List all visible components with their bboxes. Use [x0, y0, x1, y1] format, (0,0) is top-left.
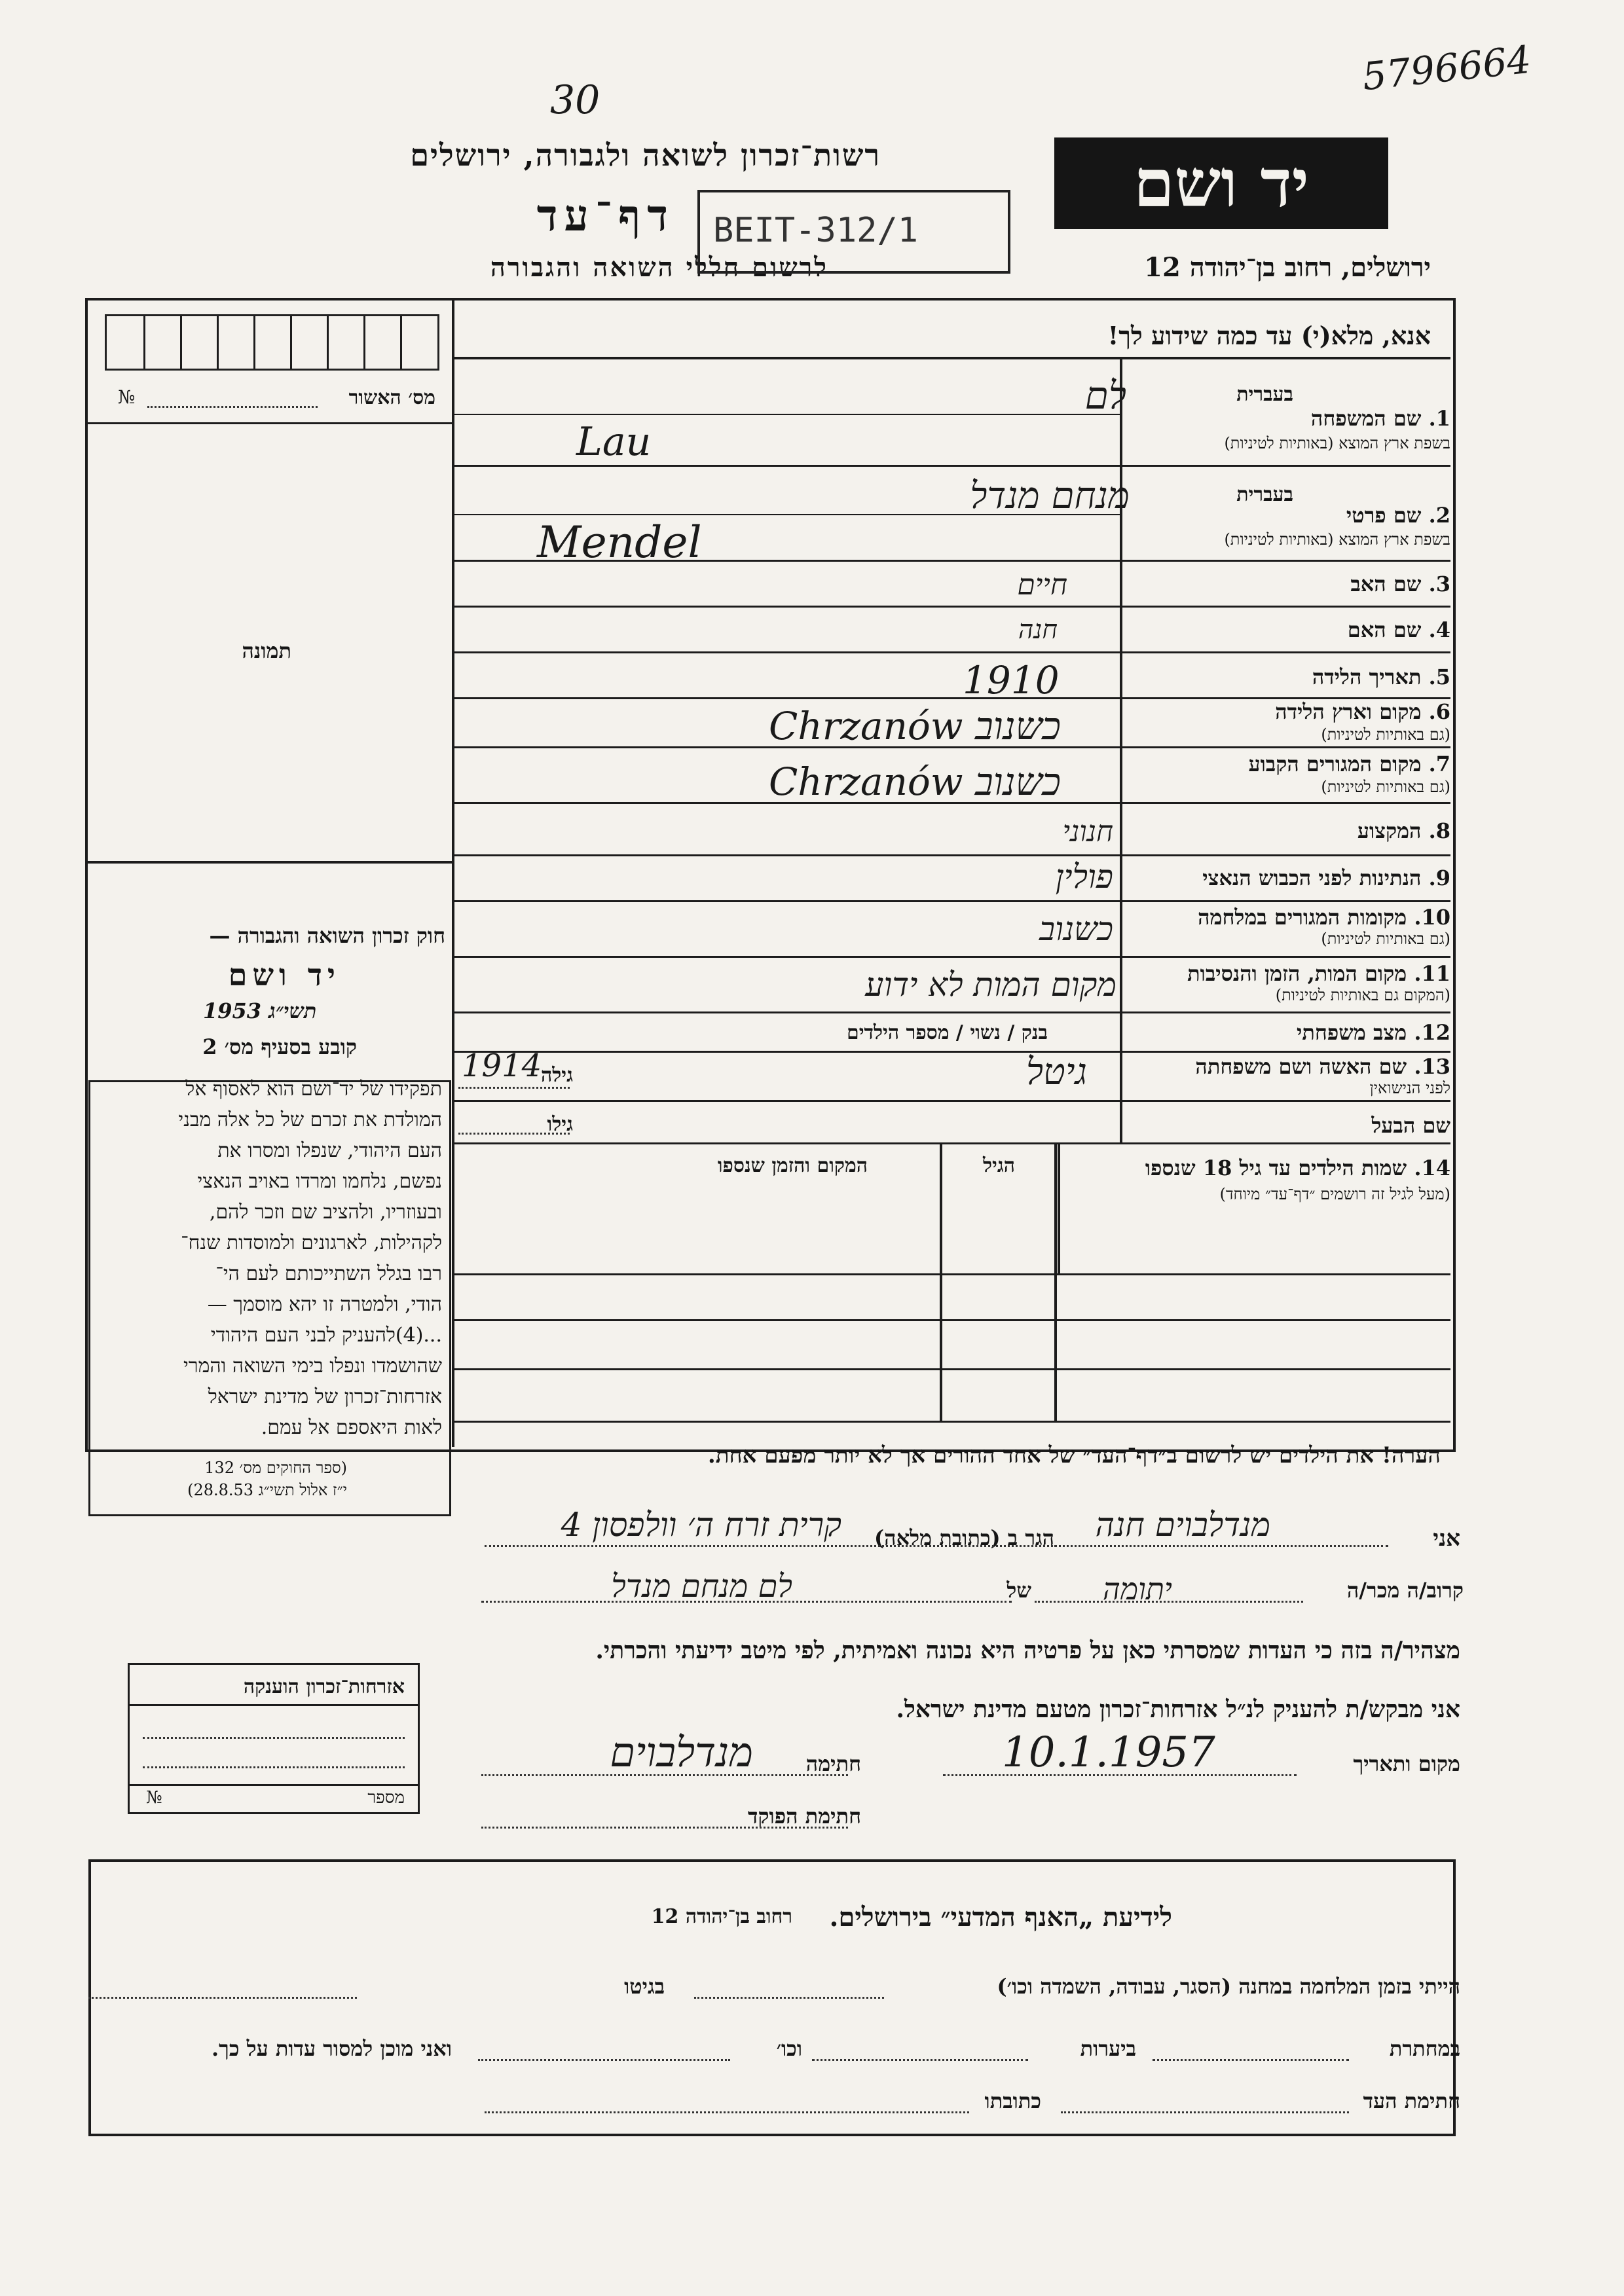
wife-age-value[interactable]: 1914 [462, 1048, 542, 1084]
first-name-hebrew-tag: בעברית [1236, 483, 1293, 506]
law-reference-2: י״ז אלול תשי״ג 28.8.53) [187, 1481, 347, 1499]
father-name-label: 3. שם האב [1350, 572, 1450, 596]
yad-vashem-logo: יד ושם [1054, 137, 1388, 229]
officer-signature-field[interactable] [481, 1827, 848, 1829]
mother-name-value[interactable]: חנה [1018, 615, 1058, 645]
declarant-name-value[interactable]: מנדלבוים חנה [1095, 1506, 1270, 1544]
wife-name-label: 13. שם האשה ושם משפחתה [1195, 1054, 1450, 1079]
law-text: תפקידו של יד־ושם הוא לאסוף אל המולדת את זכרם של כל אלה מבני העם היהודי, שנפלו ומסרו את נפשם, נלחמו ומרדו באויב הנאצי ובעוזריו, ולהציב שם וזכר להם, לקהילות, לארגונים ולמוסדות שנח־ רבו בגלל השתייכותם לעם הי־ הודי, ולמטרה זו יהא מוסמך — ...(4)להעניק לבני העם היהודי שהושמדו ונפלו בימי השואה והמרי אזרחות־זכרון של מדינת ישראל לאות היאספם אל עמם. [178, 1078, 442, 1439]
page-number-handwritten: 30 [550, 77, 600, 123]
family-name-latin-value[interactable]: Lau [576, 419, 652, 465]
law-box [88, 1080, 451, 1516]
ghetto-label: בגיטו [624, 1974, 665, 1999]
birth-place-label: 6. מקום וארץ הלידה [1275, 699, 1450, 724]
witness-signature-label: חתימת העד [1363, 2088, 1460, 2113]
underground-label: במחתרת [1389, 2036, 1460, 2061]
residence-value[interactable]: כשנוב Chrzanów [768, 759, 1061, 804]
wife-name-value[interactable]: גיטל [1025, 1051, 1087, 1093]
bottom-address: רחוב בן־יהודה 12 [651, 1905, 792, 1928]
archive-number: 5796664 [1360, 37, 1534, 100]
etc-field[interactable] [478, 2059, 730, 2061]
receipt-stamp: BEIT-312/1 [697, 190, 1010, 274]
relation-label: קרוב/ה מכר/ה [1346, 1578, 1464, 1603]
family-name-label: 1. שם המשפחה [1310, 406, 1450, 431]
law-title: חוק זכרון השואה והגבורה — [209, 923, 445, 948]
family-name-note: בשפת ארץ המוצא (באותיות לטיניות) [1224, 434, 1450, 452]
death-place-note: (המקום גם באותיות לטיניות) [1275, 986, 1450, 1004]
nationality-label: 9. הנתינות לפני הכבוש הנאצי [1202, 866, 1450, 890]
witness-address-field[interactable] [485, 2111, 969, 2113]
declarant-label: אני [1433, 1525, 1460, 1552]
document-subtitle: לרשום חללי השואה והגבורה [490, 252, 828, 283]
husband-age-field[interactable] [458, 1133, 570, 1135]
underground-field[interactable] [1153, 2059, 1349, 2061]
approval-number-field[interactable] [147, 406, 318, 408]
first-name-label: 2. שם פרטי [1346, 503, 1450, 528]
children-note: (מעל לגיל זה רושמים ״דף־עד״ מיוחד) [1219, 1185, 1450, 1203]
forests-field[interactable] [812, 2059, 1028, 2061]
wartime-residence-value[interactable]: כשנוב [1039, 910, 1113, 948]
document-title: דף־עד [536, 190, 674, 241]
of-value[interactable]: לם מנחם מנדל [611, 1568, 792, 1605]
wartime-residence-label: 10. מקומות המגורים במלחמה [1198, 905, 1450, 930]
instruction-text: אנא, מלא(י) עד כמה שידוע לך! [1107, 321, 1431, 350]
marital-status-options[interactable]: בנק / נשוי / מספר הילדים [846, 1021, 1048, 1044]
witness-address-label: כתובתו [984, 2088, 1041, 2113]
camp-field[interactable] [694, 1997, 884, 1999]
law-logo: יד ושם [228, 957, 341, 993]
children-title: 14. שמות הילדים עד גיל 18 שנספו [1145, 1156, 1450, 1180]
wartime-residence-note: (גם באותיות לטיניות) [1321, 930, 1450, 948]
children-place-col: המקום והזמן שנספו [717, 1154, 868, 1177]
ghetto-field[interactable] [88, 1997, 357, 1999]
resident-address-value[interactable]: קרית זרח ה׳ וולפסון 4 [561, 1506, 841, 1544]
witness-signature-field[interactable] [1061, 2111, 1349, 2113]
father-name-value[interactable]: חיים [1017, 568, 1067, 602]
remark-text: הערה! את הילדים יש לרשום ב״דף־העד״ של אחד ההורים אך לא יותר מפעם אחת. [707, 1442, 1441, 1468]
profession-label: 8. המקצוע [1357, 818, 1450, 843]
first-name-hebrew-value[interactable]: מנחם מנדל [970, 475, 1130, 517]
first-name-latin-value[interactable]: Mendel [537, 517, 702, 568]
law-reference-1: (ספר החוקים מס׳ 132 [204, 1459, 347, 1477]
resident-label: הגר ב (כתובת מלאה) [874, 1525, 1054, 1550]
wife-name-note: לפני הנישואין [1369, 1079, 1450, 1097]
photo-label: תמונה [242, 638, 291, 663]
approval-no-mark: № [118, 386, 136, 408]
wife-age-label: גילה [540, 1064, 573, 1087]
bottom-title: לידיעת „האנף המדעי״ בירושלים. [829, 1902, 1172, 1933]
family-name-hebrew-tag: בעברית [1236, 383, 1293, 406]
declaration-statement: מצהיר/ה בזה כי העדות שמסרתי כאן על פרטיה היא נכונה ואמיתית, לפי מיטב ידיעתי והכרתי. [595, 1637, 1460, 1664]
birth-date-value[interactable]: 1910 [963, 658, 1060, 702]
nationality-value[interactable]: פולין [1055, 858, 1113, 896]
forests-label: ביערות [1080, 2036, 1136, 2061]
law-clause: קובע בסעיף מס׳ 2 [202, 1034, 357, 1059]
death-place-label: 11. מקום המות, הזמן והנסיבות [1187, 961, 1450, 986]
of-label: של [1006, 1578, 1031, 1603]
etc-label: וכו׳ [776, 2036, 802, 2061]
birth-place-note: (גם באותיות לטיניות) [1321, 725, 1450, 744]
officer-signature-label: חתימת הפוקד [748, 1804, 861, 1829]
first-name-note: בשפת ארץ המוצא (באותיות לטיניות) [1224, 530, 1450, 549]
organization-name: רשות־זכרון לשואה ולגבורה, ירושלים [410, 137, 881, 173]
birth-date-label: 5. תאריך הלידה [1312, 665, 1450, 689]
place-date-label: מקום ותאריך [1353, 1751, 1460, 1776]
relation-value[interactable]: יתומה [1102, 1571, 1172, 1607]
camp-line-label: הייתי בזמן המלחמה במחנה (הסגר, עבודה, השמדה וכו׳) [997, 1974, 1460, 1999]
ready-text: ואני מוכן למסור עדות על כך. [211, 2036, 452, 2061]
approval-number-label: מס׳ האשור [348, 386, 435, 409]
husband-name-label: שם הבעל [1371, 1113, 1450, 1138]
death-place-value[interactable]: מקום המות לא ידוע [865, 966, 1116, 1004]
approval-number-boxes [105, 314, 439, 371]
law-year: תשי״ג 1953 [203, 998, 317, 1023]
family-name-hebrew-value[interactable]: לם [1084, 373, 1126, 418]
declaration-request: אני מבקש/ת להעניק לנ״ל אזרחות־זכרון מטעם מדינת ישראל. [896, 1696, 1460, 1723]
birth-place-value[interactable]: כשנוב Chrzanów [768, 704, 1061, 748]
residence-label: 7. מקום המגורים הקבוע [1248, 752, 1450, 776]
husband-age-label: גילו [547, 1113, 573, 1136]
signature-value[interactable]: מנדלבוים [610, 1728, 753, 1776]
date-value[interactable]: 10.1.1957 [1002, 1728, 1215, 1777]
memorial-citizenship-box: אזרחות־זכרון הוענקה מספר № [128, 1663, 420, 1814]
mother-name-label: 4. שם האם [1347, 617, 1450, 642]
residence-note: (גם באותיות לטיניות) [1321, 778, 1450, 796]
marital-status-label: 12. מצב משפחתי [1297, 1020, 1450, 1045]
signature-label: חתימה [805, 1751, 861, 1776]
profession-value[interactable]: חנוני [1062, 815, 1113, 848]
children-age-col: הגיל [982, 1154, 1015, 1177]
address: ירושלים, רחוב בן־יהודה 12 [1144, 252, 1431, 283]
